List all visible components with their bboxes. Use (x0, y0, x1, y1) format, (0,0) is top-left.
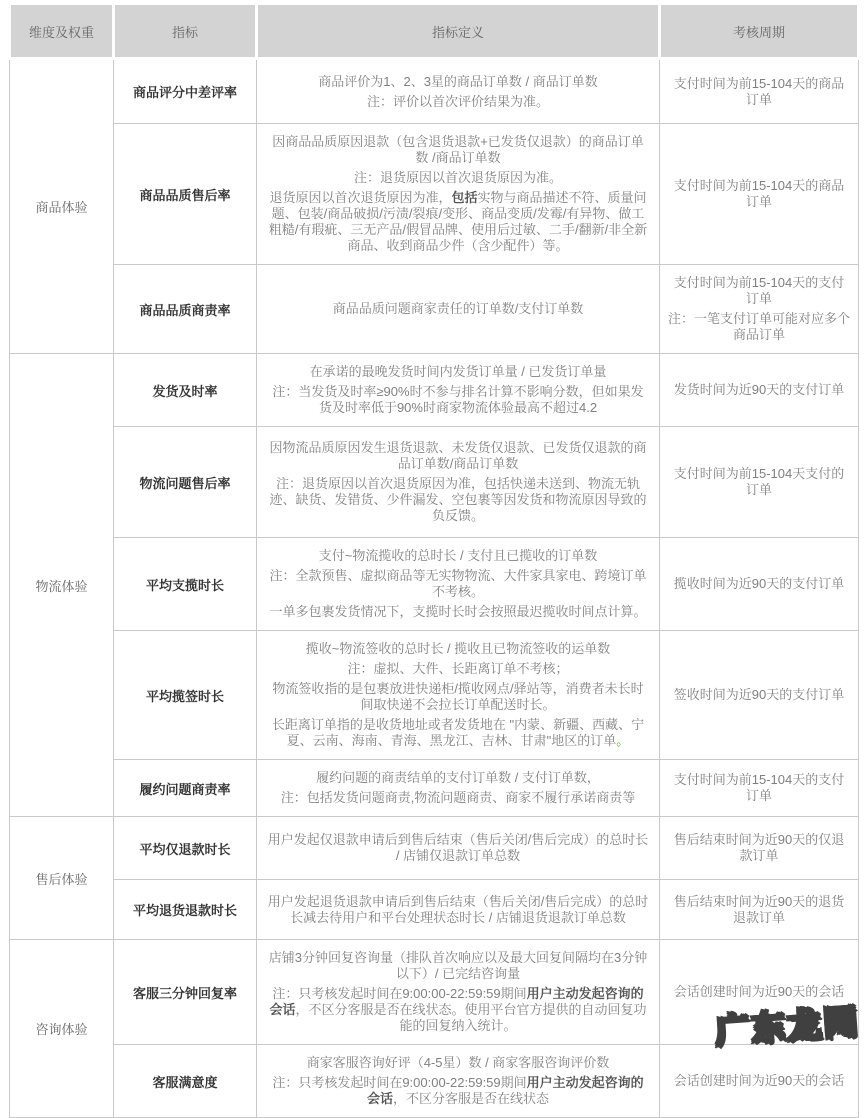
definition-text: 包括 (451, 190, 478, 205)
indicator-cell: 平均退货退款时长 (114, 880, 257, 940)
definition-text: 商品品质问题商家责任的订单数/支付订单数 (332, 301, 584, 316)
indicator-cell: 平均支揽时长 (114, 538, 257, 631)
definition-text: 履约问题的商责结单的支付订单数 / 支付订单数， (316, 770, 600, 785)
period-cell (660, 124, 859, 265)
period-cell (660, 265, 859, 354)
definition-cell (257, 760, 660, 817)
definition-text: 注：虚拟、大件、长距离订单不考核； (347, 661, 569, 676)
table-row (10, 631, 859, 760)
table-row (10, 427, 859, 538)
period-cell (660, 59, 859, 124)
header-dimension: 维度及权重 (10, 4, 114, 59)
table-row (10, 817, 859, 880)
definition-text: 物流签收指的是包裹放进快递柜/揽收网点/驿站等，消费者未长时间取快递不会拉长订单配送时长。 (272, 681, 644, 712)
period-text: 揽收时间为近90天的支付订单 (673, 576, 845, 591)
definition-cell (257, 880, 660, 940)
definition-text: 店铺3分钟回复咨询量（排队首次响应以及最大回复间隔均在3分钟以下）/ 已完结咨询量 (268, 950, 648, 981)
definition-text: 因物流品质原因发生退货退款、未发货仅退款、已发货仅退款的商品订单数/商品订单数 (269, 440, 647, 471)
indicator-cell: 履约问题商责率 (114, 760, 257, 817)
definition-cell (257, 1045, 660, 1118)
period-text: 发货时间为近90天的支付订单 (673, 382, 845, 397)
definition-text: 注：评价以首次评价结果为准。 (366, 93, 549, 109)
period-text: 支付时间为前15-104天的商品订单 (673, 75, 845, 107)
period-text: 注：一笔支付订单可能对应多个商品订单 (668, 311, 851, 342)
definition-cell (257, 427, 660, 538)
definition-text: 注：全款预售、虚拟商品等无实物物流、大件家具家电、跨境订单不考核。 (269, 568, 647, 599)
table-row (10, 538, 859, 631)
definition-cell (257, 940, 660, 1045)
header-row (10, 4, 859, 59)
period-cell (660, 538, 859, 631)
definition-text: 用户发起退货退款申请后到售后结束（售后关闭/售后完成）的总时长减去待用户和平台处理状态时长 / 店铺退货退款订单总数 (267, 893, 649, 925)
header-period: 考核周期 (660, 4, 859, 59)
indicator-cell: 客服三分钟回复率 (114, 940, 257, 1045)
table-row (10, 265, 859, 354)
definition-cell (257, 59, 660, 124)
definition-text: 退货原因以首次退货原因为准， (269, 190, 452, 205)
metrics-table (8, 2, 860, 1118)
definition-text: 商品评价为1、2、3星的商品订单数 / 商品订单数 (318, 73, 598, 89)
definition-text: 因商品品质原因退款（包含退货退款+已发货仅退款）的商品订单数 /商品订单数 (272, 134, 644, 165)
header-indicator: 指标 (114, 4, 257, 59)
watermark: 广东龙网 (714, 1003, 861, 1051)
indicator-cell: 平均揽签时长 (114, 631, 257, 760)
dimension-cell: 物流体验 (10, 354, 114, 817)
period-cell (660, 760, 859, 817)
period-cell (660, 880, 859, 940)
period-text: 支付时间为前15-104天支付的订单 (673, 466, 845, 497)
dimension-cell: 商品体验 (10, 59, 114, 354)
period-text: 售后结束时间为近90天的仅退款订单 (673, 832, 845, 863)
indicator-cell: 商品品质售后率 (114, 124, 257, 265)
definition-text: 用户主动发起咨询的会话 (269, 986, 644, 1017)
definition-cell (257, 265, 660, 354)
table-row (10, 760, 859, 817)
table-row (10, 354, 859, 427)
definition-cell (257, 354, 660, 427)
definition-text: 揽收~物流签收的总时长 / 揽收且已物流签收的运单数 (305, 641, 611, 656)
table-header (10, 4, 859, 59)
metrics-table-body (10, 59, 859, 1118)
dimension-cell: 咨询体验 (10, 940, 114, 1118)
period-text: 支付时间为前15-104天的商品订单 (673, 178, 845, 209)
table-row (10, 1045, 859, 1118)
indicator-cell: 客服满意度 (114, 1045, 257, 1118)
definition-cell (257, 538, 660, 631)
period-text: 签收时间为近90天的支付订单 (673, 687, 845, 702)
definition-text: ，不区分客服是否在线状态 (393, 1091, 550, 1106)
definition-cell (257, 124, 660, 265)
definition-text: 实物与商品描述不符、质量问题、包装/商品破损/污渍/裂痕/变形、商品变质/发霉/有异物、做工粗糙/有瑕疵、三无产品/假冒品牌、使用后过敏、二手/翻新/非全新商品、收到商品少件（含少配件）等。 (268, 190, 648, 253)
table-row (10, 940, 859, 1045)
indicator-cell: 商品评分中差评率 (114, 59, 257, 124)
definition-text: 注：退货原因以首次退货原因为准。 (353, 170, 562, 185)
definition-cell (257, 817, 660, 880)
definition-text: 。 (616, 733, 630, 748)
period-text: 售后结束时间为近90天的退货退款订单 (673, 893, 845, 925)
definition-text: 用户发起仅退款申请后到售后结束（售后关闭/售后完成）的总时长 / 店铺仅退款订单总数 (267, 832, 652, 863)
period-text: 支付时间为前15-104天的支付订单 (673, 275, 845, 306)
table-row (10, 880, 859, 940)
definition-text: 支付~物流揽收的总时长 / 支付且已揽收的订单数 (318, 548, 598, 563)
header-definition: 指标定义 (257, 4, 660, 59)
dimension-cell: 售后体验 (10, 817, 114, 940)
definition-text: ，不区分客服是否在线状态。使用平台官方提供的自动回复功能的回复纳入统计。 (295, 1002, 647, 1033)
definition-text: 用户主动发起咨询的会话 (366, 1075, 644, 1106)
period-cell (660, 631, 859, 760)
definition-text: 在承诺的最晚发货时间内发货订单量 / 已发货订单量 (309, 364, 607, 379)
period-text: 会话创建时间为近90天的会话 (673, 984, 845, 999)
table-row (10, 124, 859, 265)
period-cell (660, 427, 859, 538)
definition-text: 注：当发货及时率≥90%时不参与排名计算不影响分数，但如果发货及时率低于90%时商家物流体验最高不超过4.2 (272, 384, 644, 415)
definition-text: 注：只考核发起时间在9:00:00-22:59:59期间 (272, 986, 527, 1001)
indicator-cell: 发货及时率 (114, 354, 257, 427)
table-row (10, 59, 859, 124)
period-cell (660, 1045, 859, 1118)
period-text: 支付时间为前15-104天的支付订单 (673, 772, 845, 803)
period-text: 会话创建时间为近90天的会话 (673, 1073, 845, 1088)
indicator-cell: 商品品质商责率 (114, 265, 257, 354)
definition-text: 商家客服咨询好评（4-5星）数 / 商家客服咨询评价数 (306, 1055, 610, 1070)
indicator-cell: 物流问题售后率 (114, 427, 257, 538)
definition-cell (257, 631, 660, 760)
definition-text: 长距离订单指的是收货地址或者发货地在 "内蒙、新疆、西藏、宁夏、云南、海南、青海、黑龙江、吉林、甘肃"地区的订单 (271, 717, 645, 748)
definition-text: 注：退货原因以首次退货原因为准，包括快递未送到、物流无轨迹、缺货、发错货、少件漏发、空包裹等因发货和物流原因导致的负反馈。 (269, 476, 647, 523)
period-cell (660, 817, 859, 880)
indicator-cell: 平均仅退款时长 (114, 817, 257, 880)
period-cell (660, 354, 859, 427)
definition-text: 一单多包裹发货情况下，支揽时长时会按照最迟揽收时间点计算。 (269, 604, 647, 619)
definition-text: 注：包括发货问题商责,物流问题商责、商家不履行承诺商责等 (280, 790, 636, 805)
period-cell (660, 940, 859, 1045)
definition-text: 注：只考核发起时间在9:00:00-22:59:59期间 (272, 1075, 527, 1090)
